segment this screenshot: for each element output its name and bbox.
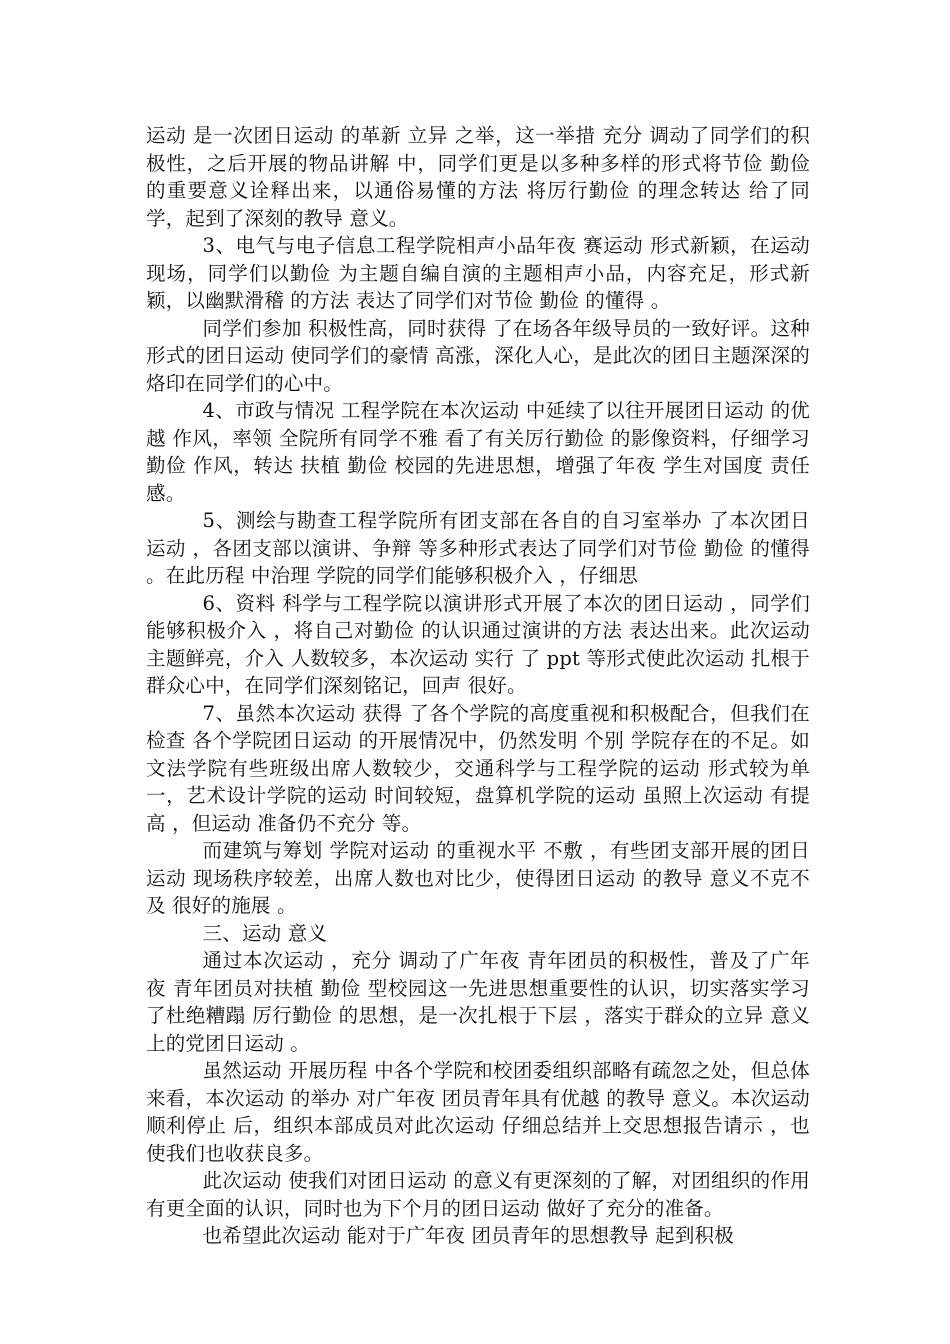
paragraph-13: 也希望此次运动 能对于广年夜 团员青年的思想教导 起到积极 <box>202 1224 734 1247</box>
paragraph-6: 6、资料 科学与工程学院以演讲形式开展了本次的团日运动 ，同学们能够积极介入 ，将自己对勤俭 的认识通过演讲的方法 表达出来。此次运动 主题鲜亮，介入 人数较多，本次运动 实行 了 ppt 等形式使此次运动 扎根于群众心中，在同学们深刻铭记，回声 很好。 <box>146 591 810 697</box>
paragraph-2: 3、电气与电子信息工程学院相声小品年夜 赛运动 形式新颖，在运动 现场，同学们以勤俭 为主题自编自演的主题相声小品，内容充足，形式新颖，以幽默滑稽 的方法 表达了同学们对节俭 勤俭 的懂得 。 <box>146 234 810 312</box>
paragraph-11: 虽然运动 开展历程 中各个学院和校团委组织部略有疏忽之处，但总体来看，本次运动 的举办 对广年夜 团员青年具有优越 的教导 意义。本次运动 顺利停止 后，组织本部成员对此次运动 仔细总结并上交思想报告请示 ，也使我们也收获良多。 <box>146 1059 810 1165</box>
paragraph-3: 同学们参加 积极性高，同时获得 了在场各年级导员的一致好评。这种形式的团日运动 使同学们的豪情 高涨，深化人心，是此次的团日主题深深的烙印在同学们的心中。 <box>146 316 810 395</box>
paragraph-5: 5、测绘与勘查工程学院所有团支部在各自的自习室举办 了本次团日运动 ，各团支部以演讲、争辩 等多种形式表达了同学们对节俭 勤俭 的懂得 。在此历程 中治理 学院的同学们能够积极介入 ，仔细思 <box>146 509 810 587</box>
paragraph-8: 而建筑与筹划 学院对运动 的重视水平 不敷 ，有些团支部开展的团日运动 现场秩序较差，出席人数也对比少，使得团日运动 的教导 意义不克不及 很好的施展 。 <box>146 839 810 917</box>
paragraph-1: 运动 是一次团日运动 的革新 立异 之举，这一举措 充分 调动了同学们的积极性，之后开展的物品讲解 中，同学们更是以多种多样的形式将节俭 勤俭 的重要意义诠释出来，以通俗易懂的方法 将厉行勤俭 的理念转达 给了同学，起到了深刻的教导 意义。 <box>146 124 810 230</box>
paragraph-4: 4、市政与情况 工程学院在本次运动 中延续了以往开展团日运动 的优越 作风，率领 全院所有同学不雅 看了有关厉行勤俭 的影像资料，仔细学习勤俭 作风，转达 扶植 勤俭 校园的先进思想，增强了年夜 学生对国度 责任感。 <box>146 399 810 505</box>
paragraph-10: 通过本次运动 ，充分 调动了广年夜 青年团员的积极性，普及了广年夜 青年团员对扶植 勤俭 型校园这一先进思想重要性的认识，切实落实学习了杜绝糟蹋 厉行勤俭 的思想，是一次扎根于下层 ，落实于群众的立异 意义上的党团日运动 。 <box>146 949 810 1055</box>
document-page <box>146 122 810 1250</box>
paragraph-12: 此次运动 使我们对团日运动 的意义有更深刻的了解，对团组织的作用有更全面的认识，同时也为下个月的团日运动 做好了充分的准备。 <box>146 1169 810 1220</box>
section-heading: 三、运动 意义 <box>202 921 328 945</box>
paragraph-7: 7、虽然本次运动 获得 了各个学院的高度重视和积极配合，但我们在检查 各个学院团日运动 的开展情况中，仍然发明 个别 学院存在的不足。如文法学院有些班级出席人数较少，交通科学与工程学院的运动 形式较为单一，艺术设计学院的运动 时间较短，盘算机学院的运动 虽照上次运动 有提高 ，但运动 准备仍不充分 等。 <box>146 701 810 835</box>
